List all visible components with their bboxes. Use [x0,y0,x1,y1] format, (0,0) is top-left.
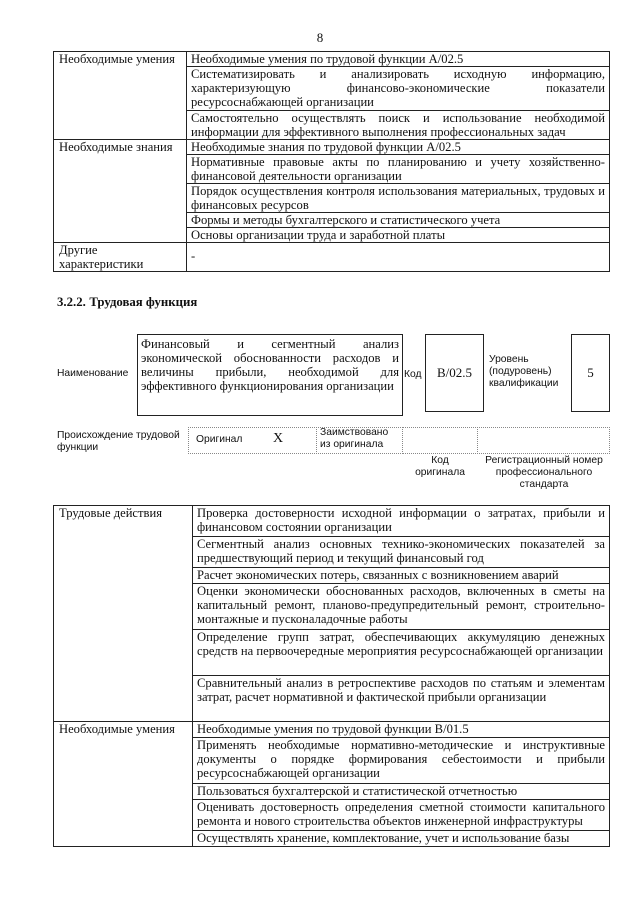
qualification-level: 5 [571,334,610,412]
table-cell: Необходимые умения по трудовой функции А/02.5 [187,52,610,67]
skills-knowledge-table [53,51,610,272]
code-label: Код [404,369,422,380]
row-label-skills: Необходимые умения [54,52,187,140]
table-cell: Пользоваться бухгалтерской и статистической отчетностью [193,784,610,800]
table-cell: Необходимые умения по трудовой функции В/01.5 [193,722,610,738]
table-cell: Необходимые знания по трудовой функции А/02.5 [187,140,610,155]
table-cell: Нормативные правовые акты по планированию и учету хозяйственно-финансовой деятельности организации [187,155,610,184]
function-name: Финансовый и сегментный анализ экономической обоснованности расходов и величины прибыли, необходимой для эффективного функционирования организации [137,334,403,416]
table-cell: Систематизировать и анализировать исходную информацию, характеризующую финансово-экономические показатели ресурсоснабжающей организации [187,67,610,111]
function-code: B/02.5 [425,334,484,412]
table-cell: - [187,243,610,272]
table-cell: Сравнительный анализ в ретроспективе расходов по статьям и элементам затрат, расчет нормативной и фактической прибыли организации [193,676,610,722]
table-cell: Осуществлять хранение, комплектование, учет и использование базы [193,831,610,847]
section-title: Трудовая функция [89,295,198,309]
origin-label: Происхождение трудовой функции [57,430,180,453]
section-number: 3.2.2. [57,295,86,309]
level-label: Уровень (подуровень) квалификации [489,354,559,389]
section-heading [57,294,197,310]
original-mark: X [273,431,284,446]
table-cell: Проверка достоверности исходной информации о затратах, прибыли и финансовом состоянии организации [193,506,610,537]
reg-number-label: Регистрационный номер профессионального стандарта [485,455,603,490]
borrowed-label: Заимствовано из оригинала [320,427,389,450]
table-cell: Основы организации труда и заработной платы [187,228,610,243]
code-original-label: Код оригинала [415,455,465,478]
row-label-skills: Необходимые умения [54,722,193,847]
code-original-box [402,427,478,454]
table-cell: Расчет экономических потерь, связанных с возникновением аварий [193,568,610,584]
name-label: Наименование [57,368,129,379]
table-cell: Применять необходимые нормативно-методические и инструктивные документы о порядке формирования себестоимости и прибыли ресурсоснабжающей организации [193,738,610,784]
table-cell: Формы и методы бухгалтерского и статистического учета [187,213,610,228]
table-cell: Порядок осуществления контроля использования материальных, трудовых и финансовых ресурсов [187,184,610,213]
table-cell: Самостоятельно осуществлять поиск и использование необходимой информации для эффективного выполнения профессиональных задач [187,111,610,140]
row-label-knowledge: Необходимые знания [54,140,187,243]
row-label-other: Другие характеристики [54,243,187,272]
table-cell: Оценивать достоверность определения сметной стоимости капитального ремонта и нового строительства объектов инженерной инфраструктуры [193,800,610,831]
original-label: Оригинал [196,434,243,445]
reg-number-box [477,427,610,454]
page-number: 8 [316,30,324,45]
row-label-actions: Трудовые действия [54,506,193,722]
actions-skills-table [53,505,610,847]
table-cell: Оценки экономически обоснованных расходов, включенных в сметы на капитальный ремонт, планово-предупредительный ремонт, строительно-монтажные и пусконаладочные работы [193,584,610,630]
table-cell: Определение групп затрат, обеспечивающих аккумуляцию денежных средств на первоочередные мероприятия ресурсоснабжающей организации [193,630,610,676]
table-cell: Сегментный анализ основных технико-экономических показателей за предшествующий период и текущий финансовый год [193,537,610,568]
